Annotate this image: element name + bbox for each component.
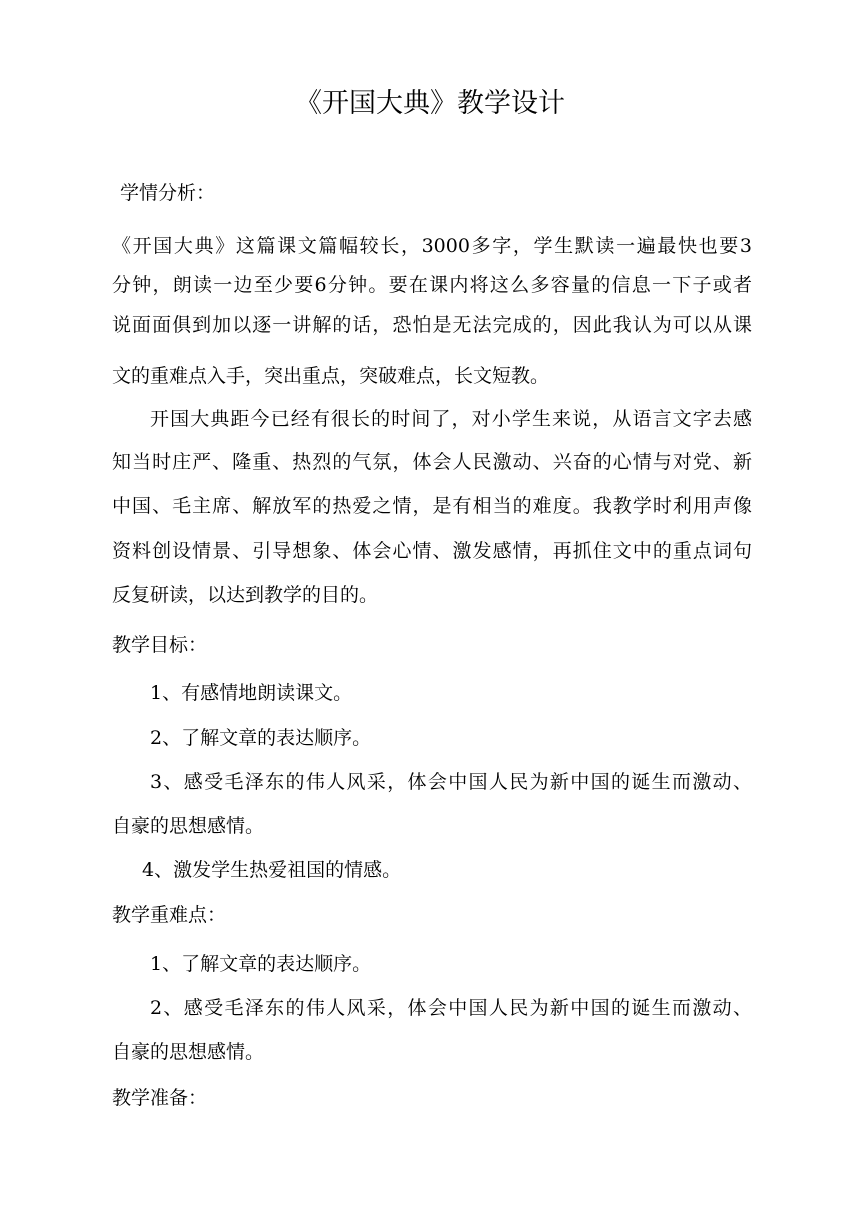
analysis-p2-line-1: 开国大典距今已经有很长的时间了，对小学生来说，从语言文字去感: [150, 408, 752, 430]
objective-3-line-1: 3、感受毛泽东的伟人风采，体会中国人民为新中国的诞生而激动、: [150, 771, 752, 793]
analysis-p2-line-2: 知当时庄严、隆重、热烈的气氛，体会人民激动、兴奋的心情与对党、新: [112, 451, 752, 473]
keypoints-heading: 教学重难点：: [112, 904, 227, 926]
objective-2: 2、了解文章的表达顺序。: [150, 727, 372, 749]
analysis-p2-line-4: 资料创设情景、引导想象、体会心情、激发感情，再抓住文中的重点词句: [112, 540, 752, 562]
analysis-p1-line-4: 文的重难点入手，突出重点，突破难点，长文短教。: [112, 365, 550, 387]
objective-4: 4、激发学生热爱祖国的情感。: [142, 859, 402, 881]
objectives-heading: 教学目标：: [112, 634, 208, 656]
analysis-p2-line-3: 中国、毛主席、解放军的热爱之情，是有相当的难度。我教学时利用声像: [112, 495, 752, 517]
objective-1: 1、有感情地朗读课文。: [150, 682, 353, 704]
analysis-p2-line-5: 反复研读，以达到教学的目的。: [112, 584, 379, 606]
objective-3-line-2: 自豪的思想感情。: [112, 815, 265, 837]
keypoint-2-line-1: 2、感受毛泽东的伟人风采，体会中国人民为新中国的诞生而激动、: [150, 997, 752, 1019]
analysis-p1-line-2: 分钟，朗读一边至少要6分钟。要在课内将这么多容量的信息一下子或者: [112, 274, 752, 296]
keypoint-2-line-2: 自豪的思想感情。: [112, 1041, 265, 1063]
keypoint-1: 1、了解文章的表达顺序。: [150, 953, 372, 975]
preparation-heading: 教学准备：: [112, 1087, 208, 1109]
analysis-p1-line-1: 《开国大典》这篇课文篇幅较长，3000多字，学生默读一遍最快也要3: [112, 235, 752, 257]
analysis-heading: 学情分析：: [120, 182, 216, 204]
document-title: 《开国大典》教学设计: [295, 88, 565, 119]
analysis-p1-line-3: 说面面俱到加以逐一讲解的话，恐怕是无法完成的，因此我认为可以从课: [112, 314, 752, 336]
